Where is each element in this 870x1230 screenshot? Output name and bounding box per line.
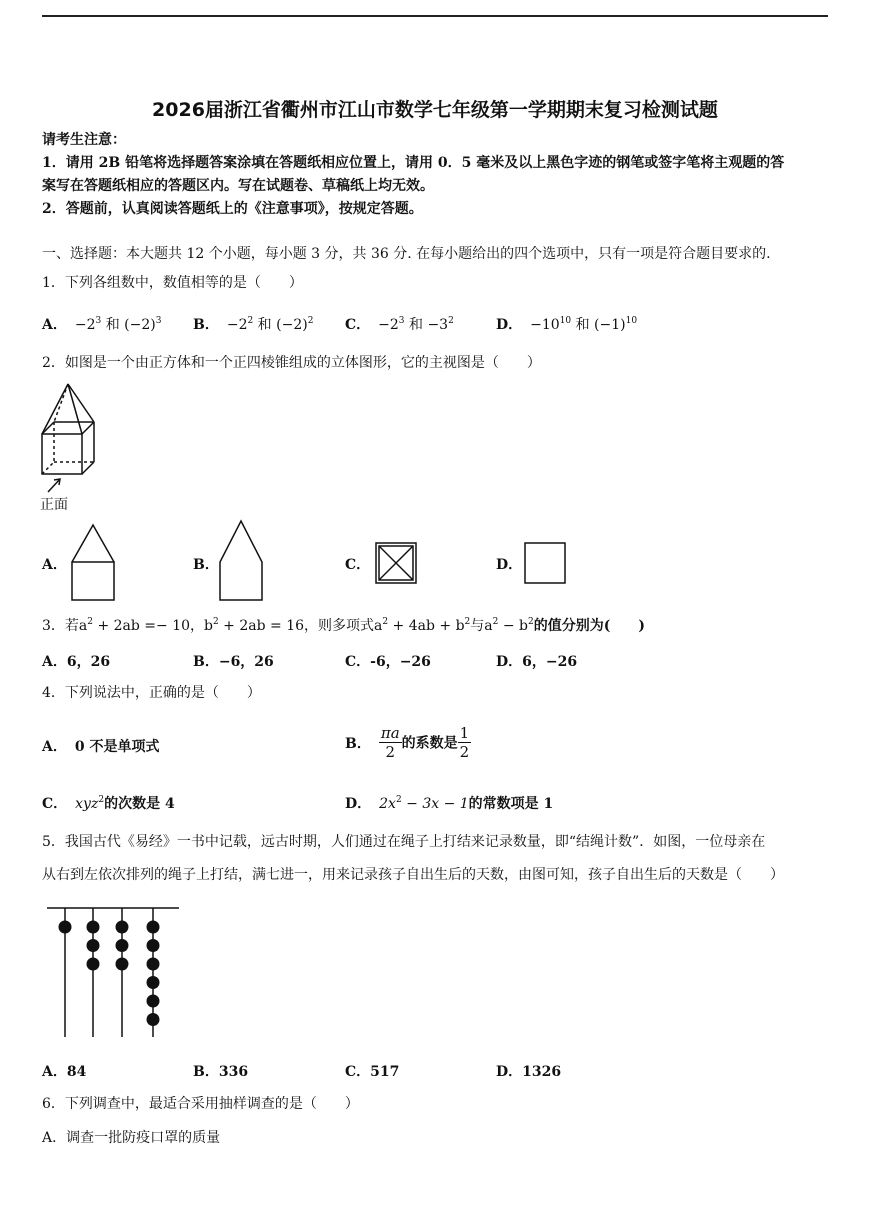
q5-line-1: 5．我国古代《易经》一书中记载，远古时期，人们通过在绳子上打结来记录数量，即“结绳计数”．如图，一位母亲在 <box>42 834 766 850</box>
q4-b-fraction <box>379 724 402 761</box>
q3-option-a[interactable]: A．6，26 <box>42 654 111 670</box>
q3-option-c[interactable]: C．-6，−26 <box>345 654 431 670</box>
q4-b-den: 2 <box>385 743 396 761</box>
q2-option-c-figure <box>374 541 418 585</box>
q1-c-label: C． <box>345 317 371 333</box>
q1-a-p1: −2 <box>74 317 96 333</box>
q3-e5: 2 <box>492 617 499 627</box>
section-heading: 一、选择题：本大题共 12 个小题，每小题 3 分，共 36 分. 在每小题给出的四个选项中，只有一项是符合题目要求的. <box>42 246 771 262</box>
q4-c-text: 的次数是 4 <box>104 796 175 812</box>
q4-option-c[interactable] <box>42 793 175 813</box>
q1-b-label: B． <box>193 317 219 333</box>
q6-option-a[interactable]: A．调查一批防疫口罩的质量 <box>42 1130 221 1146</box>
q4-b-label: B． <box>345 735 371 752</box>
q5-line-2: 从右到左依次排列的绳子上打结，满七进一，用来记录孩子自出生后的天数，由图可知，孩子自出生后的天数是（ ） <box>42 867 784 883</box>
q1-b-p2: (−2) <box>276 317 308 333</box>
q1-option-d[interactable] <box>496 314 637 334</box>
q4-a-label: A． <box>42 739 67 755</box>
q3-option-b[interactable]: B．−6，26 <box>193 654 274 670</box>
notice-line-2: 2．答题前，认真阅读答题纸上的《注意事项》，按规定答题。 <box>42 201 423 217</box>
q4-d-p1: 2x <box>379 796 396 812</box>
q4-c-exp: 2 <box>98 795 105 805</box>
header-rule <box>42 15 828 17</box>
q4-b-num2: 1 <box>459 724 470 742</box>
q3-s5: 与a <box>470 618 493 634</box>
notice-line-1a: 1．请用 2B 铅笔将选择题答案涂填在答题纸相应位置上，请用 0．5 毫米及以上黑色字迹的钢笔或签字笔将主观题的答 <box>42 155 785 171</box>
q1-b-p1: −2 <box>226 317 248 333</box>
q1-b-mid: 和 <box>253 317 277 333</box>
q4-option-a[interactable] <box>42 736 160 756</box>
knot <box>147 958 160 971</box>
q1-a-e1: 3 <box>95 316 102 326</box>
q1-d-e1: 10 <box>559 316 572 326</box>
q2-front-label: 正面 <box>40 497 68 513</box>
q1-option-b[interactable] <box>193 314 313 334</box>
q2-option-b-figure <box>218 518 264 602</box>
q3-option-d[interactable]: D．6，−26 <box>496 654 578 670</box>
q1-d-p2: (−1) <box>594 317 626 333</box>
q1-stem: 1．下列各组数中，数值相等的是（ ） <box>42 275 303 291</box>
q1-option-c[interactable] <box>345 314 454 334</box>
q2-option-c-label[interactable]: C． <box>345 557 371 573</box>
knot <box>87 958 100 971</box>
q1-a-mid: 和 <box>101 317 125 333</box>
knot <box>116 939 129 952</box>
q3-e3: 2 <box>382 617 389 627</box>
q3-s2: + 2ab =− 10，b <box>93 618 213 634</box>
q2-option-a-figure <box>70 522 116 602</box>
q4-d-exp: 2 <box>395 795 402 805</box>
q1-d-e2: 10 <box>625 316 638 326</box>
q4-d-text: 的常数项是 1 <box>468 796 554 812</box>
q1-a-e2: 3 <box>155 316 162 326</box>
q1-d-mid: 和 <box>571 317 595 333</box>
q5-option-a[interactable]: A．84 <box>42 1064 87 1080</box>
q1-c-p2: −3 <box>427 317 449 333</box>
q1-c-e2: 2 <box>448 316 454 326</box>
q2-option-b-label[interactable]: B． <box>193 557 219 573</box>
knot <box>147 939 160 952</box>
q1-c-e1: 3 <box>398 316 405 326</box>
q1-b-e2: 2 <box>307 316 314 326</box>
q4-d-p2: − 3x − 1 <box>401 796 469 812</box>
q3-s3: + 2ab = 16，则多项式a <box>218 618 383 634</box>
knot <box>147 921 160 934</box>
q5-option-b[interactable]: B．336 <box>193 1064 249 1080</box>
q5-option-c[interactable]: C．517 <box>345 1064 400 1080</box>
q4-b-fraction2 <box>458 724 472 761</box>
knot <box>147 995 160 1008</box>
knot <box>147 1013 160 1026</box>
q4-stem: 4．下列说法中，正确的是（ ） <box>42 685 261 701</box>
q3-s6: − b <box>498 618 528 634</box>
knot <box>59 921 72 934</box>
q4-a-text: 0 不是单项式 <box>74 739 160 755</box>
q3-s1: 3．若a <box>42 618 88 634</box>
q5-knot-figure <box>45 905 185 1040</box>
q1-c-p1: −2 <box>378 317 399 333</box>
q3-e6: 2 <box>527 617 534 627</box>
q4-c-label: C． <box>42 796 68 812</box>
knot <box>87 921 100 934</box>
q1-a-label: A． <box>42 317 67 333</box>
knot <box>116 921 129 934</box>
q1-c-mid: 和 <box>404 317 428 333</box>
q4-option-d[interactable] <box>345 793 553 813</box>
q6-stem: 6．下列调查中，最适合采用抽样调查的是（ ） <box>42 1096 359 1112</box>
q4-d-label: D． <box>345 796 372 812</box>
q2-stem: 2．如图是一个由正方体和一个正四棱锥组成的立体图形，它的主视图是（ ） <box>42 355 541 371</box>
q4-c-expr: xyz <box>75 796 99 812</box>
q4-option-b[interactable] <box>345 724 471 761</box>
q2-solid-figure <box>40 382 100 512</box>
q4-b-num: πa <box>380 724 400 742</box>
q1-d-p1: −10 <box>530 317 560 333</box>
q4-b-den2: 2 <box>459 743 470 761</box>
q3-e2: 2 <box>212 617 219 627</box>
notice-line-1b: 案写在答题纸相应的答题区内。写在试题卷、草稿纸上均无效。 <box>42 178 434 194</box>
notice-heading: 请考生注意： <box>42 132 126 148</box>
knot <box>147 976 160 989</box>
q1-a-p2: (−2) <box>124 317 156 333</box>
q5-option-d[interactable]: D．1326 <box>496 1064 562 1080</box>
q3-e1: 2 <box>87 617 93 627</box>
q3-e4: 2 <box>464 617 471 627</box>
page-title: 2026届浙江省衢州市江山市数学七年级第一学期期末复习检测试题 <box>152 99 718 121</box>
q3-s7: 的值分别为( ) <box>533 618 645 634</box>
q2-option-d-figure <box>523 541 567 585</box>
q1-d-label: D． <box>496 317 523 333</box>
knot <box>116 958 129 971</box>
q1-b-e1: 2 <box>247 316 254 326</box>
q3-s4: + 4ab + b <box>388 618 465 634</box>
knot <box>87 939 100 952</box>
q2-option-d-label[interactable]: D． <box>496 557 523 573</box>
q2-option-a-label[interactable]: A． <box>42 557 67 573</box>
q3-stem <box>42 616 645 636</box>
q1-option-a[interactable] <box>42 314 161 334</box>
q4-b-mid: 的系数是 <box>401 735 458 752</box>
